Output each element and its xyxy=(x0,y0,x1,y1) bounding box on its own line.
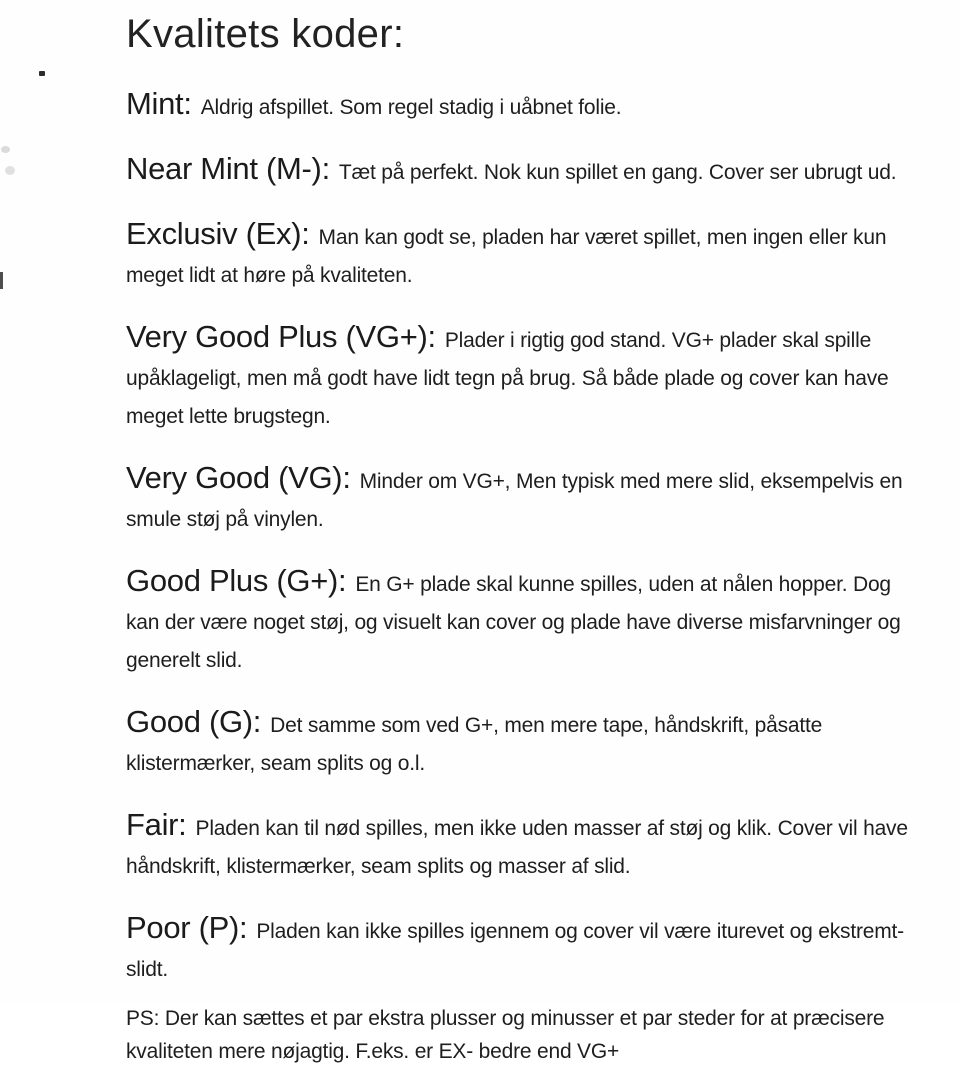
grade-term: Good (G): xyxy=(126,704,262,739)
scan-speck-dot xyxy=(39,71,45,76)
scan-edge-mark xyxy=(0,272,3,289)
grade-description: Plader i rigtig god stand. VG+ plader skal spille upåklageligt, men må godt have lidt tegn på brug. Så både plade og cover kan have meget lette brugstegn. xyxy=(126,329,889,428)
scan-smudge xyxy=(5,166,15,175)
glossary-entry-mint xyxy=(126,86,926,128)
grade-description: Det samme som ved G+, men mere tape, håndskrift, påsatte klistermærker, seam splits og o.l. xyxy=(126,714,823,775)
glossary-entry-fair xyxy=(126,807,926,887)
scan-smudge xyxy=(1,146,10,153)
document-content xyxy=(126,10,926,1068)
glossary-entry-near-mint xyxy=(126,151,926,193)
postscript-note: PS: Der kan sættes et par ekstra plusser og minusser et par steder for at præcisere kvaliteten mere nøjagtig. F.eks. er EX- bedre end VG+ xyxy=(126,1007,885,1063)
glossary-entry-very-good xyxy=(126,460,926,540)
grade-term: Near Mint (M-): xyxy=(126,151,330,186)
grade-term: Fair: xyxy=(126,807,187,842)
grade-description: Pladen kan ikke spilles igennem og cover vil være iturevet og ekstremt- slidt. xyxy=(126,920,904,981)
grade-term: Mint: xyxy=(126,86,192,121)
page-title: Kvalitets koder: xyxy=(126,12,405,56)
grade-description: Man kan godt se, pladen har været spillet, men ingen eller kun meget lidt at høre på kvaliteten. xyxy=(126,226,887,287)
glossary-entry-good xyxy=(126,704,926,784)
grade-term: Very Good Plus (VG+): xyxy=(126,319,436,354)
grade-description: Aldrig afspillet. Som regel stadig i uåbnet folie. xyxy=(200,96,622,119)
grade-term: Exclusiv (Ex): xyxy=(126,216,310,251)
grade-term: Good Plus (G+): xyxy=(126,563,347,598)
grade-term: Poor (P): xyxy=(126,910,248,945)
glossary-entry-very-good-plus xyxy=(126,319,926,437)
grade-description: Pladen kan til nød spilles, men ikke uden masser af støj og klik. Cover vil have håndskrift, klistermærker, seam splits og masser af slid. xyxy=(126,817,908,878)
glossary-entry-poor xyxy=(126,910,926,990)
grade-description: En G+ plade skal kunne spilles, uden at nålen hopper. Dog kan der være noget støj, og visuelt kan cover og plade have diverse misfarvninger og generelt slid. xyxy=(126,573,901,672)
glossary-entry-exclusiv xyxy=(126,216,926,296)
glossary-entry-good-plus xyxy=(126,563,926,681)
grade-term: Very Good (VG): xyxy=(126,460,351,495)
grade-description: Minder om VG+, Men typisk med mere slid, eksempelvis en smule støj på vinylen. xyxy=(126,470,903,531)
grade-description: Tæt på perfekt. Nok kun spillet en gang. Cover ser ubrugt ud. xyxy=(338,161,897,184)
